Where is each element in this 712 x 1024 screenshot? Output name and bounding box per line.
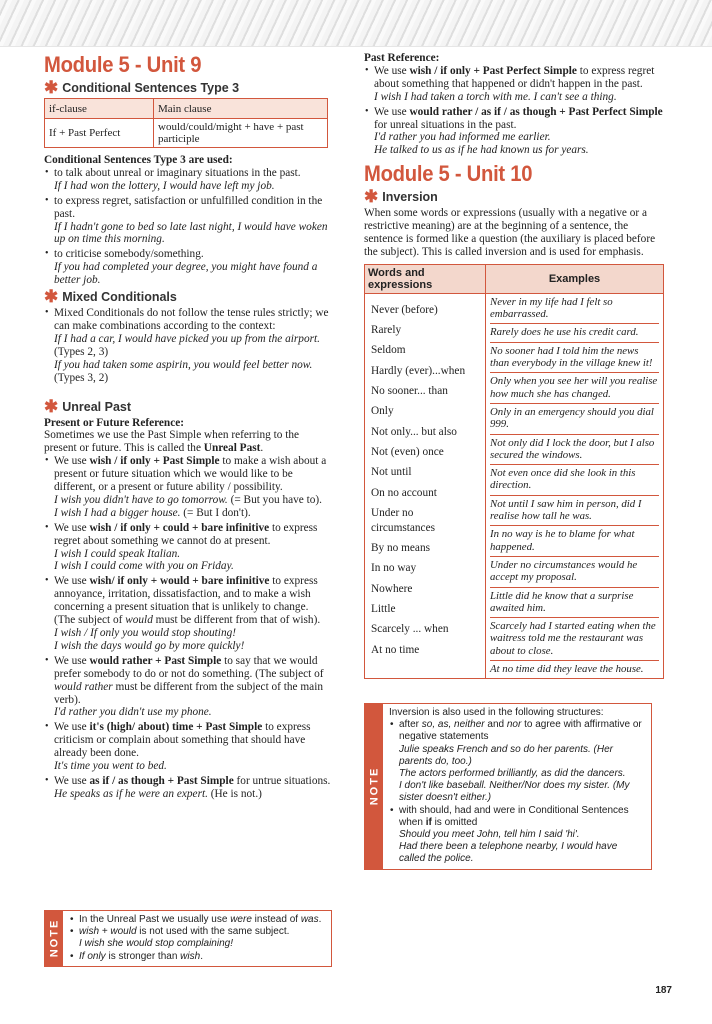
- table-cell: At no time: [371, 643, 420, 656]
- section-heading-mixed: ✱ Mixed Conditionals: [44, 287, 177, 307]
- table-cell: Not even once did she look in this direction.: [490, 465, 659, 496]
- table-cell: Under no circumstances would he accept my proposal.: [490, 557, 659, 588]
- sub-heading: Present or Future Reference:: [44, 416, 185, 429]
- star-icon: ✱: [44, 396, 59, 416]
- list-item: • after so, as, neither and nor to agree with affirmative or negative statements Julie speaks French and so do her parents. (Her parents do, too.) The actors performed brilliantly, as did the dancers. I don't like baseball. Neither/Nor does my sister. (My sister doesn't either.): [399, 719, 645, 804]
- table-cell: Not until I saw him in person, did I realise how tall he was.: [490, 496, 659, 527]
- list-item: • with should, had and were in Conditional Sentences when if is omitted Should you meet John, tell him I said 'hi'. Had there been a telephone nearby, I would have called the police.: [399, 805, 645, 866]
- note-intro: Inversion is also used in the following structures:: [389, 707, 604, 718]
- list-item: • We use wish / if only + Past Simple to make a wish about a present or future situation which we would like to be different, or a present or future ability / possibility. I wish you didn't have to go tomorrow. (= But you have to). I wish I had a bigger house. (= But I don't).: [54, 455, 332, 520]
- inversion-table: [364, 264, 664, 679]
- table-cell: Not (even) once: [371, 445, 444, 458]
- table-cell: Not until: [371, 466, 412, 479]
- table-cell: Never in my life had I felt so embarrassed.: [490, 294, 659, 325]
- table-cell: In no way is he to blame for what happened.: [490, 526, 659, 557]
- table-cell: Nowhere: [371, 582, 413, 595]
- note-tag: NOTE: [45, 911, 63, 966]
- list-item: • to talk about unreal or imaginary situations in the past. If I had won the lottery, I would have left my job.: [54, 167, 332, 193]
- list-item: • We use would rather + Past Simple to say that we would prefer somebody to do or not do something. (The subject of would rather must be different from the subject of the main verb). I'd rather you didn't use my phone.: [54, 655, 332, 720]
- words-column: [365, 293, 486, 678]
- table-cell: Little did he know that a surprise awaited him.: [490, 588, 659, 619]
- table-cell: would/could/might + have + past participle: [154, 119, 328, 148]
- module-title-unit-9: Module 5 - Unit 9: [44, 52, 202, 77]
- decorative-header-band: [0, 0, 712, 47]
- note-box-unreal-past: [44, 910, 332, 967]
- list-item: • We use wish / if only + Past Perfect Simple to express regret about something that happened or didn't happen in the past. I wish I had taken a torch with me. I can't see a thing.: [374, 65, 664, 104]
- table-cell: Never (before): [371, 303, 438, 316]
- uses-list: [44, 167, 332, 287]
- table-cell: Not only... but also: [371, 425, 457, 438]
- section-heading-inversion: ✱ Inversion: [364, 187, 438, 207]
- section-heading-unreal-past: ✱ Unreal Past: [44, 396, 132, 416]
- table-cell: Not only did I lock the door, but I also secured the windows.: [490, 435, 659, 466]
- table-cell: On no account: [371, 486, 437, 499]
- table-header: Examples: [486, 264, 664, 293]
- table-cell: Little: [371, 603, 396, 616]
- table-cell: Only in an emergency should you dial 999.: [490, 404, 659, 435]
- table-cell: Hardly (ever)...when: [371, 364, 466, 377]
- mixed-list: [44, 307, 332, 384]
- table-cell: No sooner had I told him the news than everybody in the village knew it!: [490, 343, 659, 374]
- list-item: • If only is stronger than wish.: [79, 951, 321, 963]
- sub-heading: Past Reference:: [364, 52, 440, 64]
- note-tag: NOTE: [365, 704, 383, 869]
- section-heading-cond3: ✱ Conditional Sentences Type 3: [44, 78, 240, 97]
- table-cell: In no way: [371, 562, 417, 575]
- table-header: if-clause: [45, 99, 154, 119]
- page-number: 187: [655, 985, 672, 996]
- table-cell: Rarely does he use his credit card.: [490, 324, 659, 342]
- list-item: • wish + would is not used with the same subject. I wish she would stop complaining!: [79, 926, 321, 950]
- table-cell: Seldom: [371, 344, 406, 357]
- star-icon: ✱: [364, 187, 379, 207]
- list-item: • We use it's (high/ about) time + Past Simple to express criticism or complain about something that should have already been done. It's time you went to bed.: [54, 721, 332, 773]
- table-cell: Under no: [371, 506, 414, 519]
- table-cell: Only: [371, 405, 394, 418]
- table-header: Words and expressions: [365, 264, 486, 293]
- table-cell: Scarcely had I started eating when the waitress told me the restaurant was about to close.: [490, 618, 659, 661]
- table-cell: At no time did they leave the house.: [490, 663, 644, 675]
- list-item: • to criticise somebody/something. If you had completed your degree, you might have found a better job.: [54, 248, 332, 287]
- table-cell: If + Past Perfect: [45, 119, 154, 148]
- module-title-unit-10: Module 5 - Unit 10: [364, 161, 533, 187]
- list-item: • We use wish / if only + could + bare infinitive to express regret about something we cannot do at present. I wish I could speak Italian. I wish I could come with you on Friday.: [54, 522, 332, 574]
- note-box-inversion: [364, 703, 652, 870]
- conditional-type3-table: [44, 98, 328, 148]
- table-cell: circumstances: [371, 521, 435, 534]
- list-item: • In the Unreal Past we usually use were instead of was.: [79, 914, 321, 926]
- examples-column: [486, 293, 664, 678]
- table-cell: Only when you see her will you realise how much she has changed.: [490, 373, 659, 404]
- table-cell: Rarely: [371, 324, 402, 337]
- right-column: [364, 52, 664, 679]
- inversion-intro: When some words or expressions (usually with a negative or a restrictive meaning) are at the beginning of a sentence, the sentence is formed like a question (the auxiliary is placed before the subject). This is called inversion and is used for emphasis.: [364, 207, 656, 258]
- table-cell: By no means: [371, 542, 430, 555]
- left-column: [44, 52, 332, 803]
- table-cell: Scarcely ... when: [371, 623, 449, 636]
- list-item: • We use as if / as though + Past Simple for untrue situations. He speaks as if he were an expert. (He is not.): [54, 775, 332, 801]
- list-item: • We use would rather / as if / as though + Past Perfect Simple for unreal situations in the past. I'd rather you had informed me earlier. He talked to us as if he had known us for years.: [374, 106, 664, 158]
- uses-heading: Conditional Sentences Type 3 are used:: [44, 154, 233, 166]
- table-cell: No sooner... than: [371, 385, 448, 398]
- star-icon: ✱: [44, 78, 59, 97]
- unreal-past-list: [44, 455, 332, 801]
- list-item: • We use wish/ if only + would + bare infinitive to express annoyance, irritation, dissatisfaction, and to make a wish concerning a present situation that is unlikely to change. (The subject of would must be different from that of wish). I wish / If only you would stop shouting! I wish the days would go by more quickly!: [54, 575, 332, 652]
- list-item: • Mixed Conditionals do not follow the tense rules strictly; we can make combinations according to the context: If I had a car, I would have picked you up from the airport. (Types 2, 3) If you had taken some aspirin, you would feel better now. (Types 3, 2): [54, 307, 332, 384]
- list-item: • to express regret, satisfaction or unfulfilled condition in the past. If I hadn't gone to bed so late last night, I would have woken up on time this morning.: [54, 195, 332, 247]
- table-header: Main clause: [154, 99, 328, 119]
- star-icon: ✱: [44, 287, 59, 307]
- intro-text: Sometimes we use the Past Simple when referring to the present or future. This is called the Unreal Past.: [44, 429, 300, 455]
- past-reference-list: [364, 65, 664, 157]
